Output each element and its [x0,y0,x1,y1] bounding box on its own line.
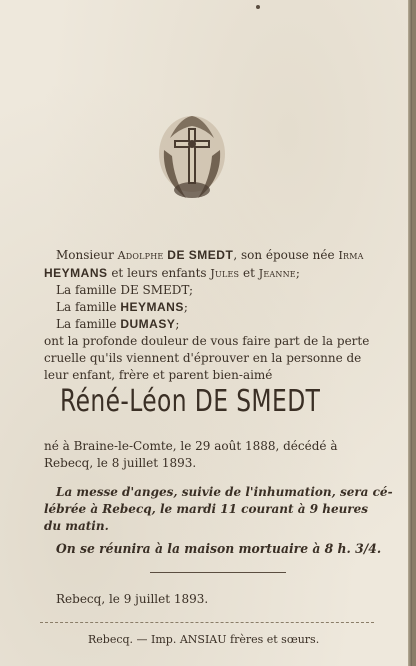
card-edge-shadow [408,0,412,666]
mass-line-2: lébrée à Rebecq, le mardi 11 courant à 9 heures [44,502,369,516]
deceased-name: Réné-Léon DE SMEDT [60,384,321,419]
cross-wreath-emblem [156,110,228,206]
funeral-notice-card: Monsieur Adolphe DE SMEDT, son épouse née Irma HEYMANS et leurs enfants Jules et Jeanne; La famille DE SMEDT; La famille HEYMANS; La famille DUMASY; ont la profonde douleur de vous faire part de la perte cruelle qu'ils viennent d'éprouver en la personne de leur enfant, frère et parent bien-aimé Réné-Léon DE SMEDT né à Braine-le-Comte, le 29 août 1888, décédé à Rebecq, le 8 juillet 1893. La messe d'anges, suivie de l'inhumation, sera cé- lébrée à Rebecq, le mardi 11 courant à 9 heures du matin. On se réunira à la maison mortuaire à 8 h. 3/4. Rebecq, le 9 juillet 1893. Rebecq. — Imp. ANSIAU frères et sœurs. [0,0,412,666]
mass-line-1: La messe d'anges, suivie de l'inhumation, sera cé- [56,485,393,499]
footer-dashed-rule [40,622,374,623]
ink-speck [256,5,260,9]
mass-line-3: du matin. [44,519,109,533]
separator-rule [150,572,286,573]
meeting-notice: On se réunira à la maison mortuaire à 8 h. 3/4. [56,542,382,557]
